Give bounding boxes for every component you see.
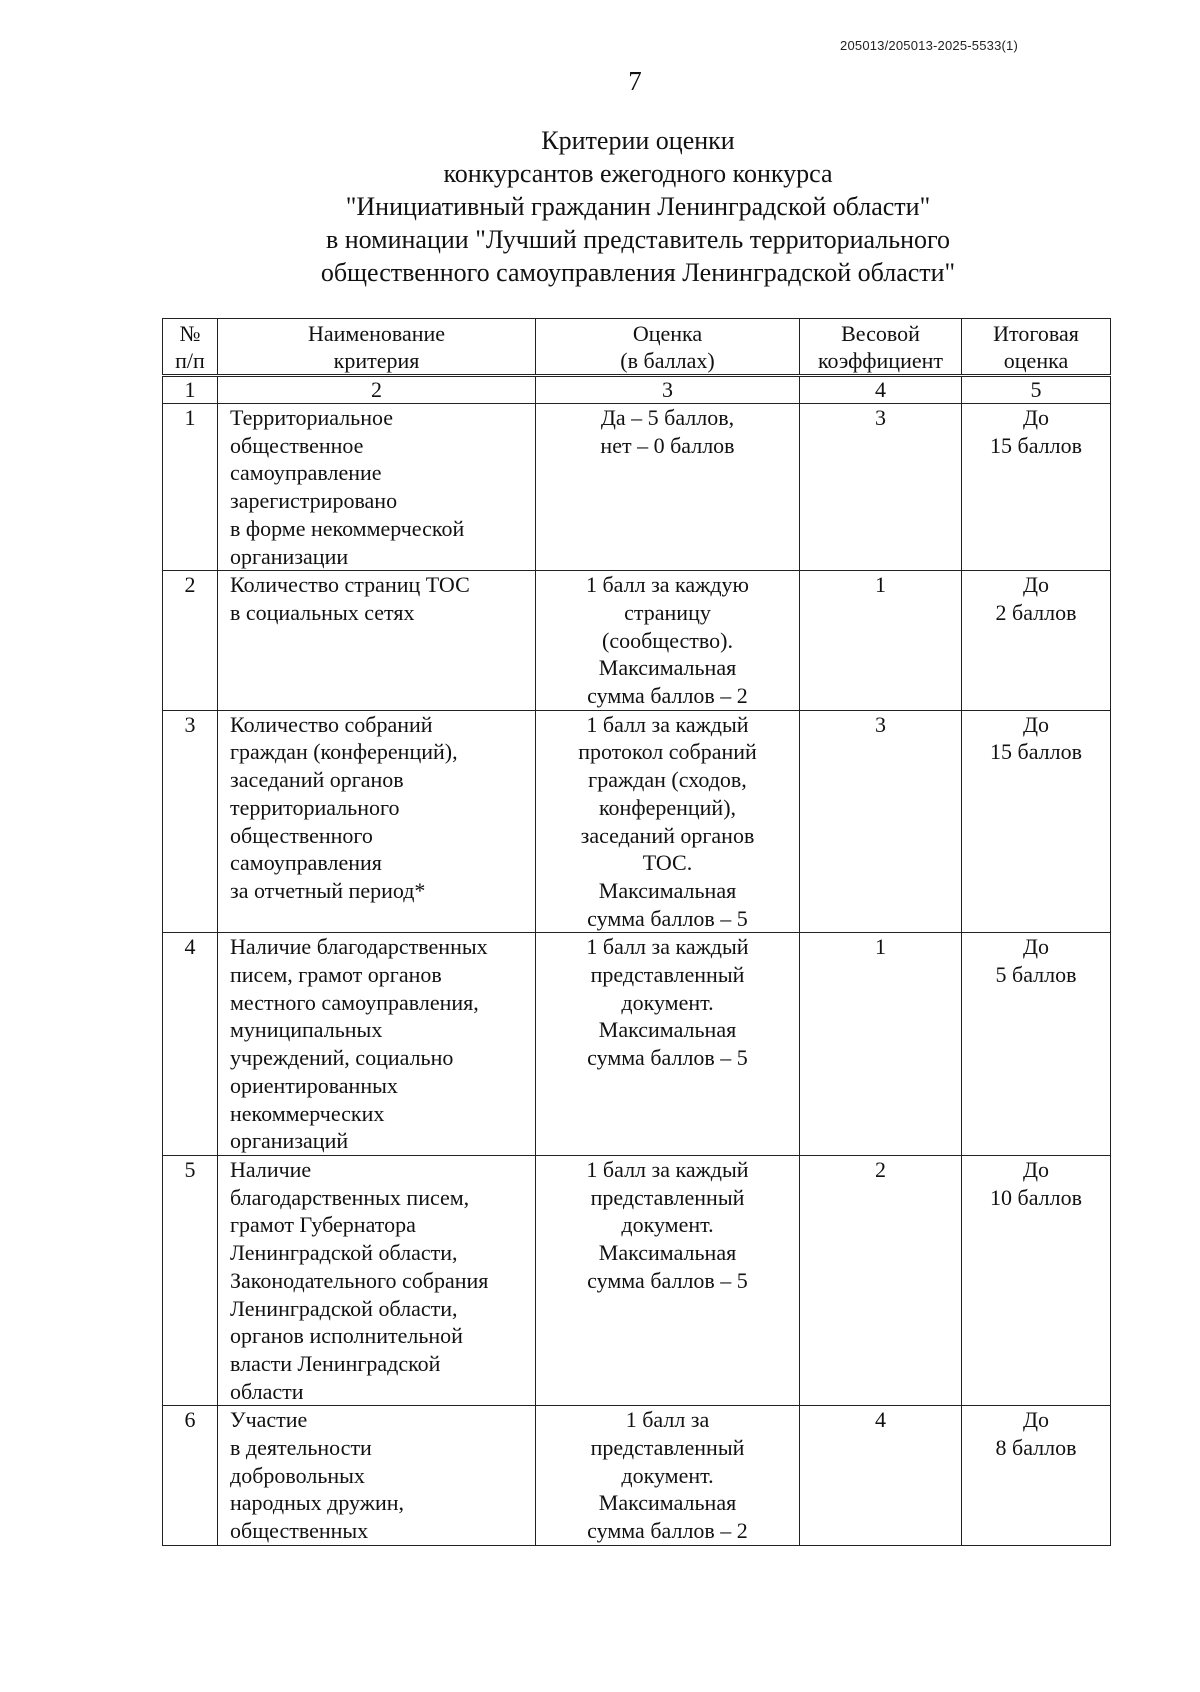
evaluation-line: Максимальная <box>598 1240 737 1266</box>
title-line: конкурсантов ежегодного конкурса <box>443 159 833 188</box>
header-text: Наименование <box>307 321 446 346</box>
evaluation-cell <box>536 933 800 1156</box>
column-number: 1 <box>163 376 218 404</box>
evaluation-line: конференций), <box>598 794 737 820</box>
row-number: 4 <box>184 934 196 960</box>
criterion-name-line: грамот Губернатора <box>230 1212 416 1238</box>
weight-value: 3 <box>875 711 886 737</box>
weight-cell <box>800 1406 962 1546</box>
evaluation-line: граждан (сходов, <box>588 767 747 793</box>
criterion-name-line: территориального <box>230 794 400 820</box>
evaluation-line: документ. <box>621 989 714 1015</box>
criterion-name-line: власти Ленинградской <box>230 1350 441 1376</box>
criterion-name-line: в деятельности <box>230 1435 372 1461</box>
weight-value: 2 <box>875 1156 886 1182</box>
total-cell <box>962 571 1111 711</box>
evaluation-cell <box>536 1406 800 1546</box>
criterion-name-cell <box>218 710 536 933</box>
header-text: п/п <box>175 348 205 373</box>
criterion-name-line: писем, грамот органов <box>230 962 442 988</box>
header-cell-total <box>962 319 1111 376</box>
criterion-name-line: Участие <box>230 1407 308 1433</box>
criterion-name-line: муниципальных <box>230 1017 383 1043</box>
weight-cell <box>800 933 962 1156</box>
criterion-name-line: Ленинградской области, <box>230 1240 458 1266</box>
header-cell-evaluation <box>536 319 800 376</box>
evaluation-line: Да – 5 баллов, <box>600 405 735 430</box>
header-text: Весовой <box>841 321 920 346</box>
total-line: 10 баллов <box>990 1184 1082 1210</box>
row-number: 5 <box>184 1156 196 1182</box>
total-line: До <box>1022 1156 1049 1182</box>
criterion-name-line: учреждений, социально <box>230 1045 454 1071</box>
table-row <box>163 710 1111 933</box>
criterion-name-line: местного самоуправления, <box>230 989 479 1015</box>
criterion-name-line: заседаний органов <box>230 767 404 793</box>
table-row <box>163 404 1111 571</box>
criterion-name-line: зарегистрировано <box>230 488 398 514</box>
table-header-row <box>163 319 1111 376</box>
evaluation-line: сумма баллов – 5 <box>587 1045 748 1071</box>
table-row <box>163 933 1111 1156</box>
evaluation-line: представленный <box>590 962 745 988</box>
row-number-cell <box>163 1406 218 1546</box>
document-title <box>268 124 1008 289</box>
total-line: До <box>1022 572 1049 598</box>
evaluation-line: 1 балл за каждый <box>586 711 749 737</box>
evaluation-line: Максимальная <box>598 1017 737 1043</box>
criterion-name-line: общественного <box>230 822 373 848</box>
title-line: в номинации "Лучший представитель территориального <box>325 225 951 254</box>
header-text: критерия <box>333 348 420 373</box>
evaluation-line: 1 балл за <box>625 1407 710 1433</box>
criterion-name-cell <box>218 404 536 571</box>
criterion-name-cell <box>218 933 536 1156</box>
evaluation-line: 1 балл за каждый <box>586 934 749 960</box>
criterion-name-line: граждан (конференций), <box>230 739 458 765</box>
criteria-table <box>162 318 1111 1546</box>
criterion-name-cell <box>218 1155 536 1405</box>
title-line: "Инициативный гражданин Ленинградской области" <box>345 192 931 221</box>
row-number: 2 <box>184 572 196 598</box>
table-row <box>163 571 1111 711</box>
evaluation-line: нет – 0 баллов <box>600 432 735 458</box>
criterion-name-line: ориентированных <box>230 1072 398 1098</box>
weight-value: 4 <box>875 1407 886 1433</box>
criterion-name-line: за отчетный период* <box>230 877 426 903</box>
header-text: № <box>179 321 201 346</box>
total-line: До <box>1022 405 1049 430</box>
total-cell <box>962 1155 1111 1405</box>
total-line: 15 баллов <box>990 739 1082 765</box>
evaluation-line: протокол собраний <box>578 739 757 765</box>
criterion-name-line: Территориальное <box>230 405 394 430</box>
criterion-name-line: организаций <box>230 1128 349 1154</box>
table-row <box>163 1406 1111 1546</box>
total-line: 8 баллов <box>995 1435 1077 1461</box>
total-line: 15 баллов <box>990 432 1082 458</box>
evaluation-line: документ. <box>621 1462 714 1488</box>
evaluation-line: ТОС. <box>642 850 693 876</box>
evaluation-line: документ. <box>621 1212 714 1238</box>
header-text: Оценка <box>632 321 703 346</box>
weight-value: 1 <box>875 572 886 598</box>
criterion-name-line: Наличие <box>230 1156 312 1182</box>
criterion-name-line: народных дружин, <box>230 1490 405 1516</box>
header-text: Итоговая <box>993 321 1079 346</box>
row-number: 3 <box>184 711 196 737</box>
evaluation-cell <box>536 404 800 571</box>
criterion-name-line: в социальных сетях <box>230 599 415 625</box>
row-number-cell <box>163 1155 218 1405</box>
evaluation-line: 1 балл за каждый <box>586 1156 749 1182</box>
criterion-name-line: Ленинградской области, <box>230 1295 458 1321</box>
total-line: До <box>1022 934 1049 960</box>
page-number: 7 <box>628 66 642 96</box>
column-number: 5 <box>962 376 1111 404</box>
row-number-cell <box>163 710 218 933</box>
evaluation-line: сумма баллов – 2 <box>587 1518 748 1544</box>
criterion-name-line: организации <box>230 543 349 569</box>
evaluation-cell <box>536 1155 800 1405</box>
weight-value: 3 <box>875 405 886 430</box>
evaluation-cell <box>536 571 800 711</box>
total-line: 5 баллов <box>995 962 1077 988</box>
criterion-name-line: общественное <box>230 432 364 458</box>
criterion-name-line: самоуправление <box>230 460 382 486</box>
total-cell <box>962 710 1111 933</box>
criterion-name-line: некоммерческих <box>230 1100 385 1126</box>
column-number: 4 <box>800 376 962 404</box>
title-line: Критерии оценки <box>541 126 735 155</box>
criterion-name-line: добровольных <box>230 1462 365 1488</box>
total-cell <box>962 933 1111 1156</box>
weight-cell <box>800 1155 962 1405</box>
header-text: (в баллах) <box>620 348 715 373</box>
table-row <box>163 1155 1111 1405</box>
column-number: 3 <box>536 376 800 404</box>
evaluation-line: сумма баллов – 5 <box>587 1267 748 1293</box>
evaluation-line: Максимальная <box>598 1490 737 1516</box>
weight-value: 1 <box>875 934 886 960</box>
evaluation-line: страницу <box>624 599 711 625</box>
criterion-name-line: Количество собраний <box>230 711 433 737</box>
criterion-name-line: благодарственных писем, <box>230 1184 470 1210</box>
criterion-name-line: общественных <box>230 1518 369 1544</box>
evaluation-cell <box>536 710 800 933</box>
evaluation-line: сумма баллов – 5 <box>587 905 748 931</box>
evaluation-line: представленный <box>590 1435 745 1461</box>
row-number-cell <box>163 571 218 711</box>
criterion-name-line: Количество страниц ТОС <box>230 572 470 598</box>
evaluation-line: заседаний органов <box>580 822 755 848</box>
header-text: коэффициент <box>817 348 943 373</box>
row-number: 1 <box>184 405 196 430</box>
title-line: общественного самоуправления Ленинградской области" <box>320 258 956 287</box>
evaluation-line: Максимальная <box>598 877 737 903</box>
total-line: До <box>1022 1407 1049 1433</box>
header-cell-weight <box>800 319 962 376</box>
evaluation-line: 1 балл за каждую <box>585 572 749 598</box>
weight-cell <box>800 571 962 711</box>
criterion-name-line: области <box>230 1378 304 1404</box>
criterion-name-line: Законодательного собрания <box>230 1267 489 1293</box>
weight-cell <box>800 404 962 571</box>
header-cell-name <box>218 319 536 376</box>
column-number-row <box>163 376 1111 404</box>
document-id: 205013/205013-2025-5533(1) <box>840 38 1018 53</box>
evaluation-line: сумма баллов – 2 <box>587 683 748 709</box>
header-cell-number <box>163 319 218 376</box>
criterion-name-line: органов исполнительной <box>230 1323 463 1349</box>
total-cell <box>962 1406 1111 1546</box>
row-number-cell <box>163 933 218 1156</box>
row-number-cell <box>163 404 218 571</box>
criterion-name-cell <box>218 571 536 711</box>
criterion-name-cell <box>218 1406 536 1546</box>
criterion-name-line: в форме некоммерческой <box>230 515 465 541</box>
criterion-name-line: самоуправления <box>230 850 382 876</box>
evaluation-line: представленный <box>590 1184 745 1210</box>
criterion-name-line: Наличие благодарственных <box>230 934 488 960</box>
row-number: 6 <box>184 1407 196 1433</box>
evaluation-line: (сообщество). <box>602 627 733 653</box>
header-text: оценка <box>1003 348 1069 373</box>
weight-cell <box>800 710 962 933</box>
column-number: 2 <box>218 376 536 404</box>
evaluation-line: Максимальная <box>598 655 737 681</box>
total-cell <box>962 404 1111 571</box>
total-line: 2 баллов <box>995 599 1077 625</box>
total-line: До <box>1022 711 1049 737</box>
